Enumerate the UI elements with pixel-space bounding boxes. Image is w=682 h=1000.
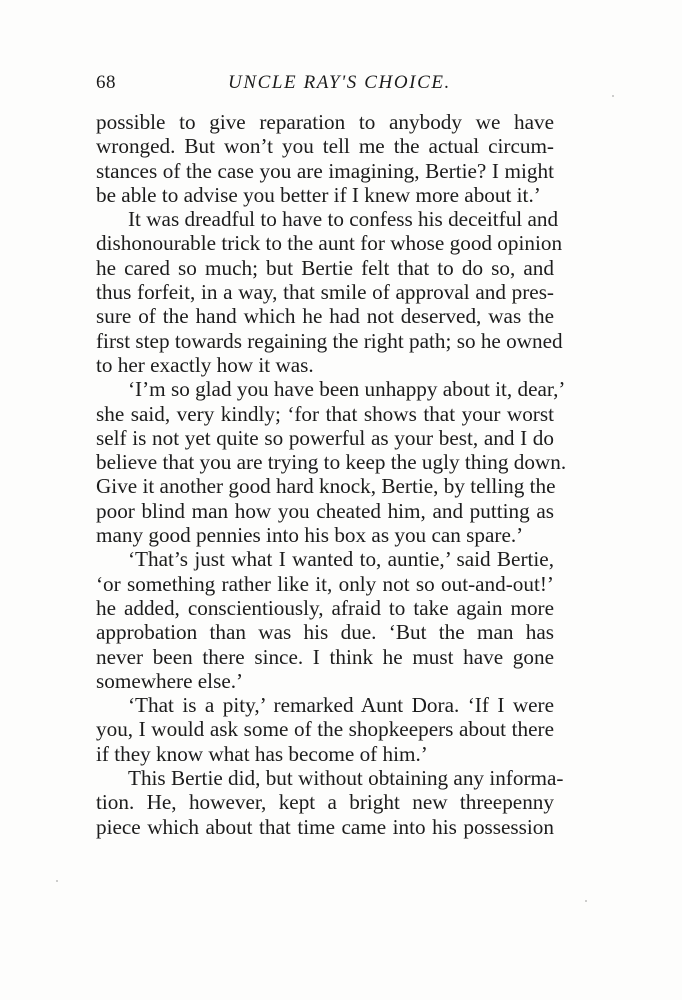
text-line: This Bertie did, but without obtaining any informa-: [128, 766, 564, 791]
text-line: you, I would ask some of the shopkeepers about there: [96, 717, 554, 742]
text-line: he cared so much; but Bertie felt that to do so, and: [96, 255, 554, 280]
text-line: to her exactly how it was.: [96, 352, 314, 377]
text-line: ‘I’m so glad you have been unhappy about it, dear,’: [128, 377, 566, 402]
text-line: poor blind man how you cheated him, and putting as: [96, 498, 554, 523]
page-header: [96, 72, 562, 102]
text-line: believe that you are trying to keep the ugly thing down.: [96, 450, 567, 475]
text-line: ‘or something rather like it, only not so out-and-out!’: [96, 571, 554, 596]
text-line: first step towards regaining the right path; so he owned: [96, 328, 563, 353]
text-line: self is not yet quite so powerful as your best, and I do: [96, 425, 554, 450]
text-line: she said, very kindly; ‘for that shows that your worst: [96, 401, 554, 426]
text-line: piece which about that time came into his possession: [96, 814, 554, 839]
running-title: UNCLE RAY'S CHOICE.: [228, 72, 451, 93]
text-line: if they know what has become of him.’: [96, 741, 428, 766]
paper-speck: [585, 900, 587, 902]
text-line: tion. He, however, kept a bright new threepenny: [96, 790, 554, 815]
text-line: dishonourable trick to the aunt for whose good opinion: [96, 231, 563, 256]
text-line: be able to advise you better if I knew more about it.’: [96, 182, 541, 207]
text-line: never been there since. I think he must have gone: [96, 644, 554, 669]
text-line: It was dreadful to have to confess his deceitful and: [128, 207, 559, 232]
text-line: he added, conscientiously, afraid to take again more: [96, 595, 554, 620]
page-number: 68: [96, 72, 116, 93]
text-line: ‘That’s just what I wanted to, auntie,’ said Bertie,: [128, 547, 554, 572]
text-line: Give it another good hard knock, Bertie, by telling the: [96, 474, 556, 499]
paper-speck: [56, 880, 58, 882]
text-line: stances of the case you are imagining, Bertie? I might: [96, 158, 554, 183]
text-line: wronged. But won’t you tell me the actual circum-: [96, 134, 554, 159]
paper-speck: [612, 95, 614, 97]
text-line: possible to give reparation to anybody we have: [96, 110, 554, 134]
text-line: approbation than was his due. ‘But the man has: [96, 620, 554, 645]
text-line: thus forfeit, in a way, that smile of approval and pres-: [96, 280, 554, 305]
text-line: ‘That is a pity,’ remarked Aunt Dora. ‘If I were: [128, 693, 554, 718]
body-text: [96, 110, 567, 839]
text-line: sure of the hand which he had not deserved, was the: [96, 304, 554, 329]
text-line: somewhere else.’: [96, 668, 244, 693]
text-line: many good pennies into his box as you can spare.’: [96, 523, 524, 548]
